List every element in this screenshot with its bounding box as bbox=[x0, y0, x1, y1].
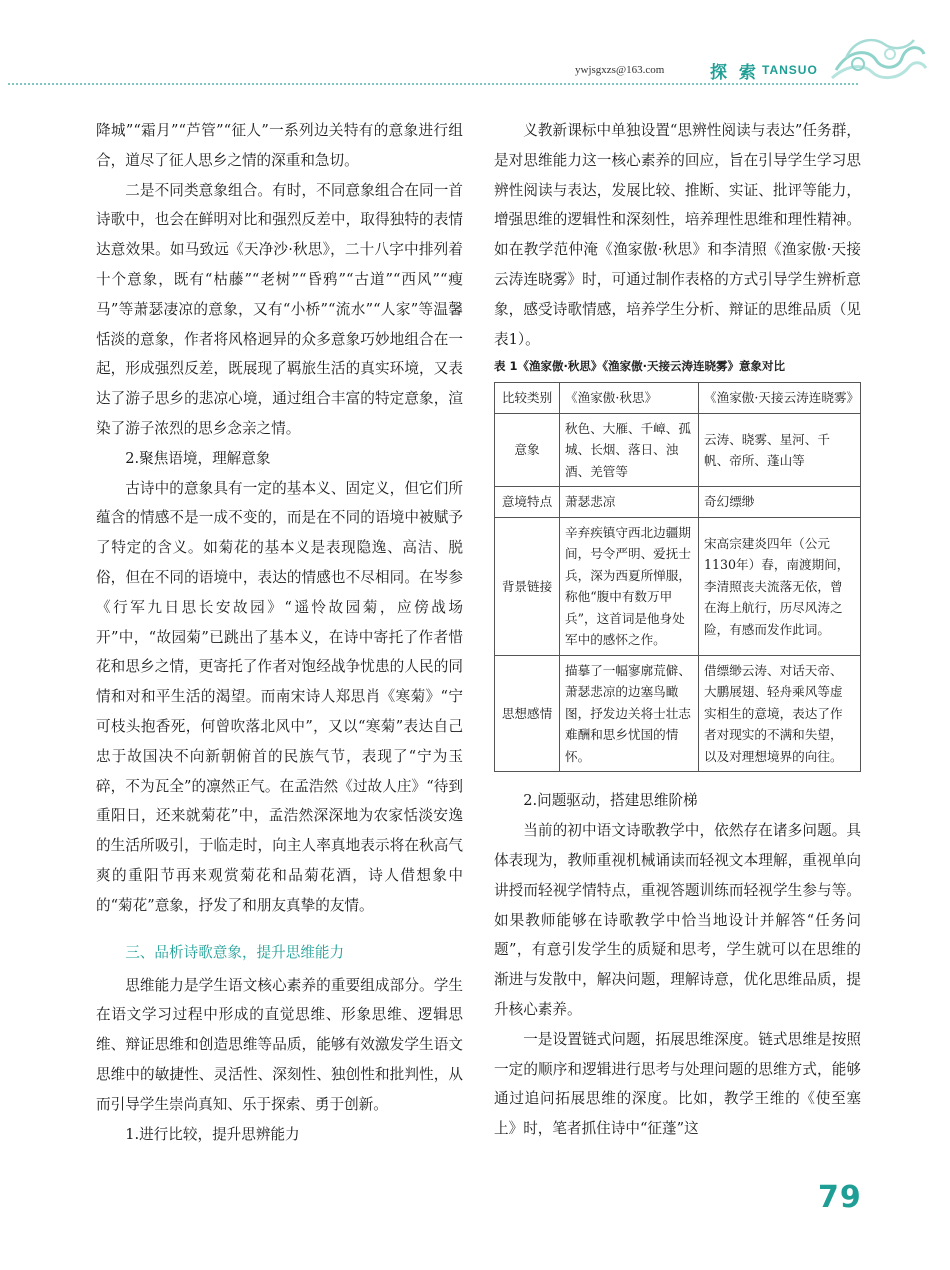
table-cell: 秋色、大雁、千嶂、孤城、长烟、落日、浊酒、羌管等 bbox=[560, 413, 699, 487]
left-subheading-3-1: 1.进行比较，提升思辨能力 bbox=[125, 1125, 300, 1143]
left-paragraph-4: 思维能力是学生语文核心素养的重要组成部分。学生在语文学习过程中形成的直觉思维、形象思维、逻辑思维、辩证思维和创造思维等品质，能够有效激发学生语文思维中的敏捷性、灵活性、深刻性、独创性和批判性，从而引导学生崇尚真知、乐于探索、勇于创新。 bbox=[96, 976, 463, 1113]
swirl-logo-icon bbox=[828, 30, 928, 86]
table-cell: 云涛、晓雾、星河、千帆、帝所、蓬山等 bbox=[699, 413, 861, 487]
right-paragraph-2: 当前的初中语文诗歌教学中，依然存在诸多问题。具体表现为，教师重视机械诵读而轻视文本理解，重视单向讲授而轻视学情特点，重视答题训练而轻视学生参与等。如果教师能够在诗歌教学中恰当地设计并解答“任务问题”，有意引发学生的质疑和思考，学生就可以在思维的渐进与发散中，解决问题，理解诗意，优化思维品质，提升核心素养。 bbox=[494, 822, 861, 1018]
right-column bbox=[494, 116, 861, 1144]
table-row bbox=[495, 517, 861, 655]
table-cell: 辛弃疾镇守西北边疆期间，号令严明、爱抚士兵，深为西夏所惮服，称他“腹中有数万甲兵”，这首词是他身处军中的感怀之作。 bbox=[560, 517, 699, 655]
table-cell: 萧瑟悲凉 bbox=[560, 487, 699, 518]
table-cell: 描摹了一幅寥廓荒僻、萧瑟悲凉的边塞鸟瞰图，抒发边关将士壮志难酬和思乡忧国的情怀。 bbox=[560, 655, 699, 772]
header-dotted-line bbox=[8, 83, 858, 85]
table-row-label: 意境特点 bbox=[495, 487, 560, 518]
left-subheading-2: 2.聚焦语境，理解意象 bbox=[125, 449, 271, 467]
table-row bbox=[495, 383, 861, 414]
left-column bbox=[96, 116, 463, 1149]
table-row-label: 背景链接 bbox=[495, 517, 560, 655]
table-row-label: 意象 bbox=[495, 413, 560, 487]
table-header-cell: 比较类别 bbox=[495, 383, 560, 414]
page-header bbox=[0, 0, 950, 100]
header-brand-cn: 探 索 bbox=[710, 63, 759, 83]
table-cell: 借缥缈云涛、对话天帝、大鹏展翅、轻舟乘风等虚实相生的意境，表达了作者对现实的不满和失望，以及对理想境界的向往。 bbox=[699, 655, 861, 772]
table-row bbox=[495, 487, 861, 518]
header-email: ywjsgxzs@163.com bbox=[575, 64, 665, 76]
table-cell: 奇幻缥缈 bbox=[699, 487, 861, 518]
left-paragraph-2: 二是不同类意象组合。有时，不同意象组合在同一首诗歌中，也会在鲜明对比和强烈反差中，取得独特的表情达意效果。如马致远《天净沙·秋思》，二十八字中排列着十个意象，既有“枯藤”“老树”“昏鸦”“古道”“西风”“瘦马”等萧瑟凄凉的意象，又有“小桥”“流水”“人家”等温馨恬淡的意象，作者将风格迥异的众多意象巧妙地组合在一起，形成强烈反差，既展现了羁旅生活的真实环境，又表达了游子思乡的悲凉心境，通过组合丰富的特定意象，渲染了游子浓烈的思乡念亲之情。 bbox=[96, 181, 463, 437]
right-paragraph-3: 一是设置链式问题，拓展思维深度。链式思维是按照一定的顺序和逻辑进行思考与处理问题的思维方式，能够通过追问拓展思维的深度。比如，教学王维的《使至塞上》时，笔者抓住诗中“征蓬”这 bbox=[494, 1030, 861, 1138]
right-paragraph-1: 义教新课标中单独设置“思辨性阅读与表达”任务群，是对思维能力这一核心素养的回应，旨在引导学生学习思辨性阅读与表达，发展比较、推断、实证、批评等能力，增强思维的逻辑性和深刻性，培养理性思维和理性精神。如在教学范仲淹《渔家傲·秋思》和李清照《渔家傲·天接云涛连晓雾》时，可通过制作表格的方式引导学生辨析意象，感受诗歌情感，培养学生分析、辩证的思维品质（见表1）。 bbox=[494, 122, 861, 348]
table-header-cell: 《渔家傲·秋思》 bbox=[560, 383, 699, 414]
left-paragraph-1: 降城”“霜月”“芦管”“征人”一系列边关特有的意象进行组合，道尽了征人思乡之情的深重和急切。 bbox=[96, 122, 463, 169]
comparison-table bbox=[494, 382, 861, 772]
header-brand-en: TANSUO bbox=[762, 63, 818, 77]
table-caption: 表 1《渔家傲·秋思》《渔家傲·天接云涛连晓雾》意象对比 bbox=[494, 359, 785, 374]
table-cell: 宋高宗建炎四年（公元1130年）春，南渡期间，李清照丧夫流落无依，曾在海上航行，历尽风涛之险，有感而发作此词。 bbox=[699, 517, 861, 655]
right-subheading-2: 2.问题驱动，搭建思维阶梯 bbox=[523, 792, 698, 810]
page-number: 79 bbox=[818, 1180, 862, 1215]
table-row-label: 思想感情 bbox=[495, 655, 560, 772]
left-paragraph-3: 古诗中的意象具有一定的基本义、固定义，但它们所蕴含的情感不是一成不变的，而是在不同的语境中被赋予了特定的含义。如菊花的基本义是表现隐逸、高洁、脱俗，但在不同的语境中，表达的情感也不尽相同。在岑参《行军九日思长安故园》“遥怜故园菊，应傍战场开”中，“故园菊”已跳出了基本义，在诗中寄托了作者惜花和思乡之情，更寄托了作者对饱经战争忧患的人民的同情和对和平生活的渴望。而南宋诗人郑思肖《寒菊》“宁可枝头抱香死，何曾吹落北风中”，又以“寒菊”表达自己忠于故国决不向新朝俯首的民族气节，表现了“宁为玉碎，不为瓦全”的凛然正气。在孟浩然《过故人庄》“待到重阳日，还来就菊花”中，孟浩然深深地为农家恬淡安逸的生活所吸引，于临走时，向主人率真地表示将在秋高气爽的重阳节再来观赏菊花和品菊花酒，诗人借想象中的“菊花”意象，抒发了和朋友真挚的友情。 bbox=[96, 479, 463, 914]
table-row bbox=[495, 413, 861, 487]
section-3-heading: 三、品析诗歌意象，提升思维能力 bbox=[125, 943, 345, 961]
table-row bbox=[495, 655, 861, 772]
table-header-cell: 《渔家傲·天接云涛连晓雾》 bbox=[699, 383, 861, 414]
